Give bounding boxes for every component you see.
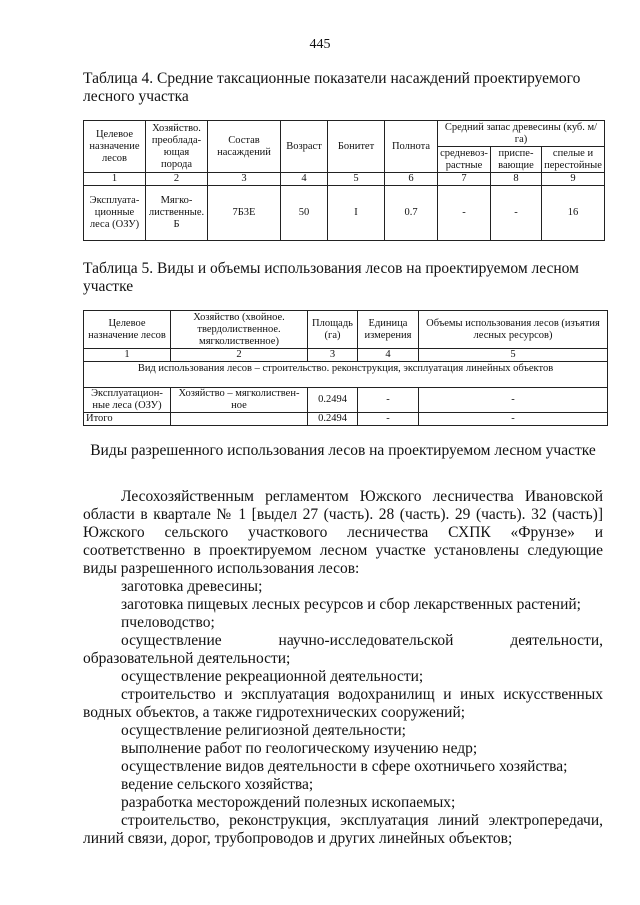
list-item: осуществление видов деятельности в сфере охотничьего хозяйства; bbox=[121, 758, 568, 775]
list-item: выполнение работ по геологическому изучению недр; bbox=[121, 740, 478, 757]
total-label: Итого bbox=[84, 413, 171, 426]
table5-forest-use bbox=[83, 310, 608, 426]
cell-bonitet: I bbox=[328, 186, 385, 241]
cell-purpose: Эксплуата-ционные леса (ОЗУ) bbox=[84, 186, 146, 241]
section-body bbox=[83, 488, 603, 848]
cell-area: 0.2494 bbox=[308, 388, 358, 413]
cell-age: 50 bbox=[281, 186, 328, 241]
header-purpose: Целевое назначение лесов bbox=[84, 311, 171, 349]
list-item: пчеловодство; bbox=[121, 614, 215, 631]
column-numbers-row bbox=[84, 349, 608, 362]
column-numbers-row bbox=[84, 173, 605, 186]
list-item: разработка месторождений полезных ископаемых; bbox=[121, 794, 456, 811]
table-row bbox=[84, 186, 605, 241]
header-purpose: Целевое назначение лесов bbox=[84, 121, 146, 173]
column-number: 5 bbox=[328, 173, 385, 186]
use-type-row: Вид использования лесов – строительство. реконструкция, эксплуатация линейных объектов bbox=[84, 362, 608, 388]
list-item: ведение сельского хозяйства; bbox=[121, 776, 314, 793]
list-item: заготовка пищевых лесных ресурсов и сбор лекарственных растений; bbox=[121, 596, 581, 613]
total-volume: - bbox=[419, 413, 608, 426]
list-item: осуществление рекреационной деятельности; bbox=[121, 668, 424, 685]
header-stock-mature: спелые и перестойные bbox=[542, 147, 605, 173]
cell-composition: 7Б3Е bbox=[208, 186, 281, 241]
list-item: осуществление религиозной деятельности; bbox=[121, 722, 406, 739]
header-economy: Хозяйство. преоблада-ющая порода bbox=[146, 121, 208, 173]
table5-caption: Таблица 5. Виды и объемы использования лесов на проектируемом лесном участке bbox=[83, 260, 579, 295]
header-area: Площадь (га) bbox=[308, 311, 358, 349]
total-economy bbox=[171, 413, 308, 426]
total-unit: - bbox=[358, 413, 419, 426]
header-unit: Единица измерения bbox=[358, 311, 419, 349]
total-row bbox=[84, 413, 608, 426]
column-number: 9 bbox=[542, 173, 605, 186]
total-area: 0.2494 bbox=[308, 413, 358, 426]
cell-density: 0.7 bbox=[385, 186, 438, 241]
cell-stock-ripening: - bbox=[491, 186, 542, 241]
page-number: 445 bbox=[309, 37, 331, 52]
cell-economy: Хозяйство – мягколиствен-ное bbox=[171, 388, 308, 413]
column-number: 6 bbox=[385, 173, 438, 186]
header-composition: Состав насаждений bbox=[208, 121, 281, 173]
cell-unit: - bbox=[358, 388, 419, 413]
column-number: 1 bbox=[84, 173, 146, 186]
list-item: строительство и эксплуатация водохранилищ и иных искусственных водных объектов, а также гидротехнических сооружений; bbox=[83, 686, 603, 721]
cell-purpose: Эксплуатацион-ные леса (ОЗУ) bbox=[84, 388, 171, 413]
table4-stand-indicators bbox=[83, 120, 605, 241]
column-number: 2 bbox=[146, 173, 208, 186]
header-stock-ripening: приспе-вающие bbox=[491, 147, 542, 173]
intro-paragraph: Лесохозяйственным регламентом Южского лесничества Ивановской области в квартале № 1 [выдел 27 (часть). 28 (часть). 29 (часть). 32 (часть)] Южского сельского участкового лесничества СХПК «Фрунзе» и соответственно в проектируемом лесном участке установлены следующие виды разрешенного использования лесов: bbox=[83, 488, 603, 577]
header-bonitet: Бонитет bbox=[328, 121, 385, 173]
column-number: 8 bbox=[491, 173, 542, 186]
list-item: строительство, реконструкция, эксплуатация линий электропередачи, линий связи, дорог, трубопроводов и других линейных объектов; bbox=[83, 812, 603, 847]
column-number: 2 bbox=[171, 349, 308, 362]
list-item: осуществление научно-исследовательской деятельности, образовательной деятельности; bbox=[83, 632, 603, 667]
table-row bbox=[84, 388, 608, 413]
header-stock-group: Средний запас древесины (куб. м/га) bbox=[438, 121, 605, 147]
column-number: 3 bbox=[208, 173, 281, 186]
cell-stock-mid: - bbox=[438, 186, 491, 241]
header-economy: Хозяйство (хвойное. твердолиственное. мягколиственное) bbox=[171, 311, 308, 349]
cell-economy: Мягко-лиственные. Б bbox=[146, 186, 208, 241]
header-age: Возраст bbox=[281, 121, 328, 173]
permitted-uses-list bbox=[83, 578, 603, 848]
header-volume: Объемы использования лесов (изъятия лесных ресурсов) bbox=[419, 311, 608, 349]
column-number: 1 bbox=[84, 349, 171, 362]
cell-volume: - bbox=[419, 388, 608, 413]
header-stock-mid: средневоз-растные bbox=[438, 147, 491, 173]
column-number: 5 bbox=[419, 349, 608, 362]
table4-caption: Таблица 4. Средние таксационные показатели насаждений проектируемого лесного участка bbox=[83, 70, 581, 105]
column-number: 4 bbox=[358, 349, 419, 362]
section-title: Виды разрешенного использования лесов на проектируемом лесном участке bbox=[90, 442, 596, 459]
header-density: Полнота bbox=[385, 121, 438, 173]
list-item: заготовка древесины; bbox=[121, 578, 263, 595]
column-number: 7 bbox=[438, 173, 491, 186]
cell-stock-mature: 16 bbox=[542, 186, 605, 241]
column-number: 3 bbox=[308, 349, 358, 362]
column-number: 4 bbox=[281, 173, 328, 186]
